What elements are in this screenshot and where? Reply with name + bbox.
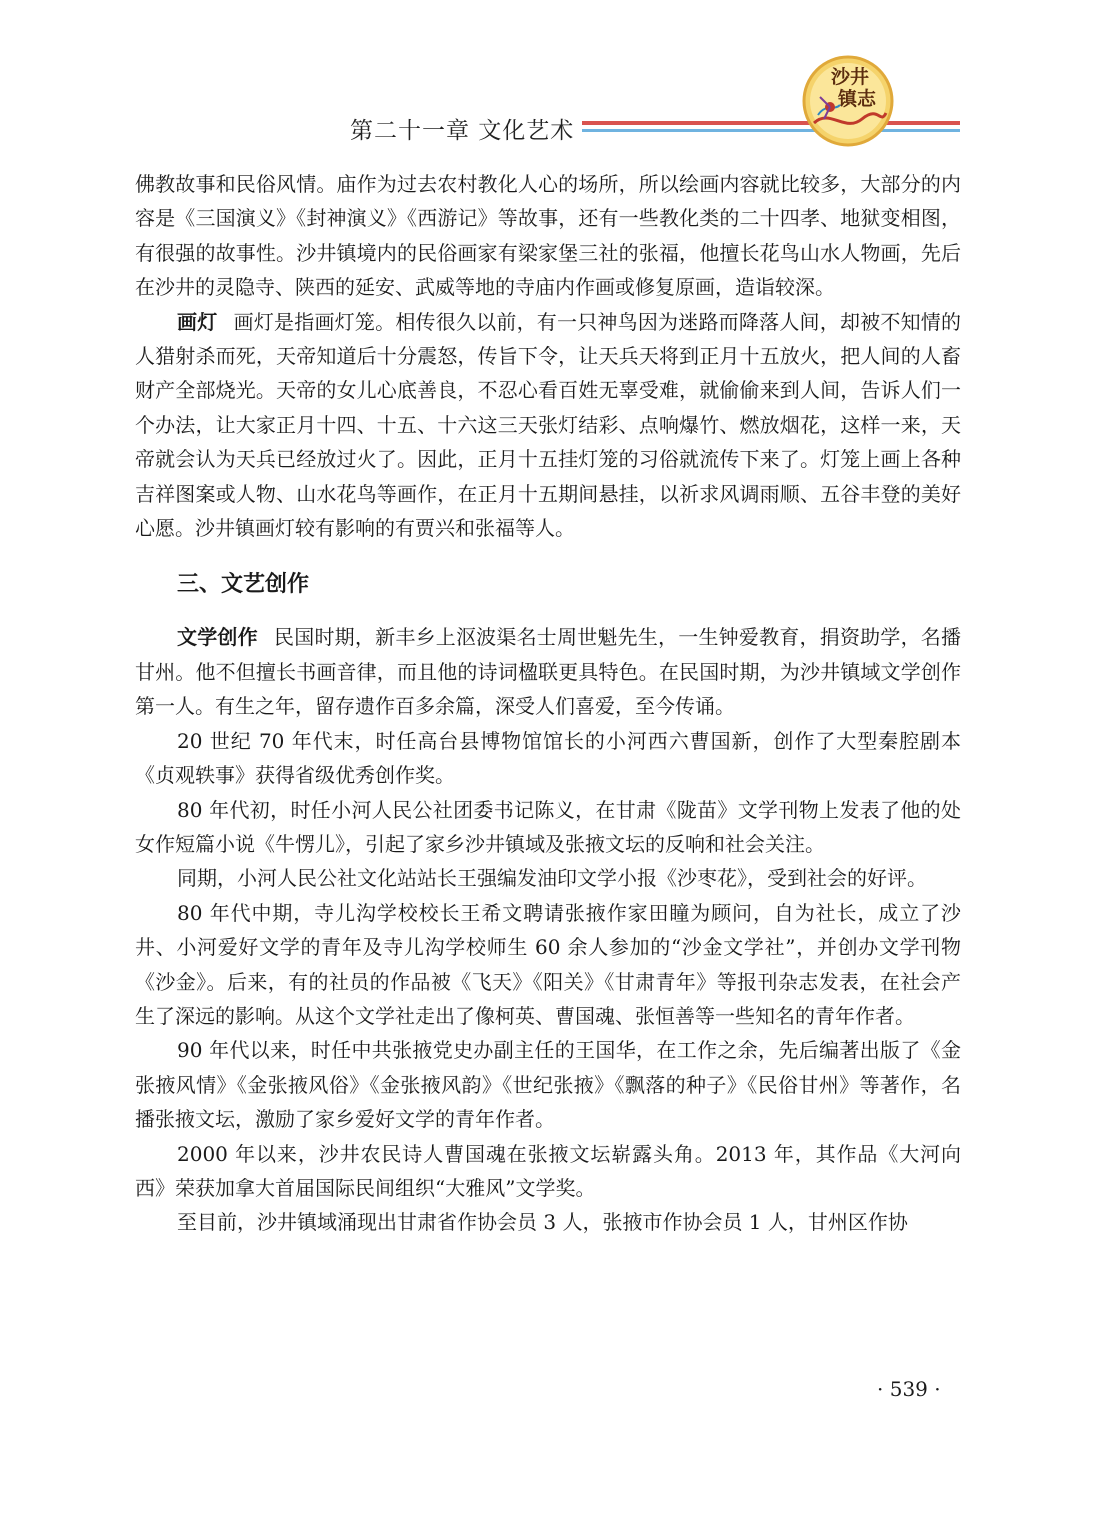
- paragraph-1970s: 20 世纪 70 年代末，时任高台县博物馆馆长的小河西六曹国新，创作了大型秦腔剧本《贞观轶事》获得省级优秀创作奖。: [135, 728, 961, 788]
- paragraph-2000s: 2000 年以来，沙井农民诗人曹国魂在张掖文坛崭露头角。2013 年，其作品《大河向西》荣获加拿大首届国际民间组织“大雅风”文学奖。: [135, 1141, 961, 1200]
- paragraph-huadeng: [135, 305, 961, 546]
- paragraph-lead-literature: 文学创作: [177, 625, 258, 650]
- paragraph-continued: 佛教故事和民俗风情。庙作为过去农村教化人心的场所，所以绘画内容就比较多，大部分的内容是《三国演义》《封神演义》《西游记》等故事，还有一些教化类的二十四孝、地狱变相图，有很强的故事性。沙井镇境内的民俗画家有梁家堡三社的张福，他擅长花鸟山水人物画，先后在沙井的灵隐寺、陕西的延安、武威等地的寺庙内作画或修复原画，造诣较深。: [135, 172, 961, 300]
- page-number: · 539 ·: [877, 1377, 941, 1401]
- paragraph-lead-huadeng: 画灯: [177, 309, 218, 334]
- logo-text-line1: 沙井: [830, 66, 869, 88]
- page-body: [135, 167, 961, 1240]
- paragraph-text-huadeng: 画灯是指画灯笼。相传很久以前，有一只神鸟因为迷路而降落人间，却被不知情的人猎射杀而死，天帝知道后十分震怒，传旨下令，让天兵天将到正月十五放火，把人间的人畜财产全部烧光。天帝的女儿心底善良，不忍心看百姓无辜受难，就偷偷来到人间，告诉人们一个办法，让大家正月十四、十五、十六这三天张灯结彩、点响爆竹、燃放烟花，这样一来，天帝就会认为天兵已经放过火了。因此，正月十五挂灯笼的习俗就流传下来了。灯笼上画上各种吉祥图案或人物、山水花鸟等画作，在正月十五期间悬挂，以祈求风调雨顺、五谷丰登的美好心愿。沙井镇画灯较有影响的有贾兴和张福等人。: [135, 309, 962, 541]
- header-rule-red: [582, 121, 960, 125]
- paragraph-early-80s: 80 年代初，时任小河人民公社团委书记陈义，在甘肃《陇苗》文学刊物上发表了他的处女作短篇小说《牛愣儿》，引起了家乡沙井镇域及张掖文坛的反响和社会关注。: [135, 797, 961, 856]
- chapter-title: 第二十一章 文化艺术: [350, 118, 575, 144]
- paragraph-90s: 90 年代以来，时任中共张掖党史办副主任的王国华，在工作之余，先后编著出版了《金张掖风情》《金张掖风俗》《金张掖风韵》《世纪张掖》《飘落的种子》《民俗甘州》等著作，名播张掖文坛，激励了家乡爱好文学的青年作者。: [135, 1038, 961, 1132]
- paragraph-mid-80s: 80 年代中期，寺儿沟学校校长王希文聘请张掖作家田瞳为顾问，自为社长，成立了沙井、小河爱好文学的青年及寺儿沟学校师生 60 余人参加的“沙金文学社”，并创办文学刊物《沙金》。后来，有的社员的作品被《飞天》《阳关》《甘肃青年》等报刊杂志发表，在社会产生了深远的影响。从这个文学社走出了像柯英、曹国魂、张恒善等一些知名的青年作者。: [135, 900, 961, 1028]
- section-heading: 三、文艺创作: [177, 572, 310, 598]
- paragraph-literature: [135, 620, 961, 723]
- paragraph-text-literature: 民国时期，新丰乡上沤波渠名士周世魁先生，一生钟爱教育，捐资助学，名播甘州。他不但擅长书画音律，而且他的诗词楹联更具特色。在民国时期，为沙井镇域文学创作第一人。有生之年，留存遗作百多余篇，深受人们喜爱，至今传诵。: [135, 625, 962, 719]
- header-rule-blue: [582, 129, 960, 132]
- logo-text-line2: 镇志: [837, 88, 876, 110]
- paragraph-current: 至目前，沙井镇域涌现出甘肃省作协会员 3 人，张掖市作协会员 1 人，甘州区作协: [177, 1210, 908, 1235]
- logo-text: [820, 66, 880, 110]
- paragraph-same-period: 同期，小河人民公社文化站站长王强编发油印文学小报《沙枣花》，受到社会的好评。: [177, 866, 927, 891]
